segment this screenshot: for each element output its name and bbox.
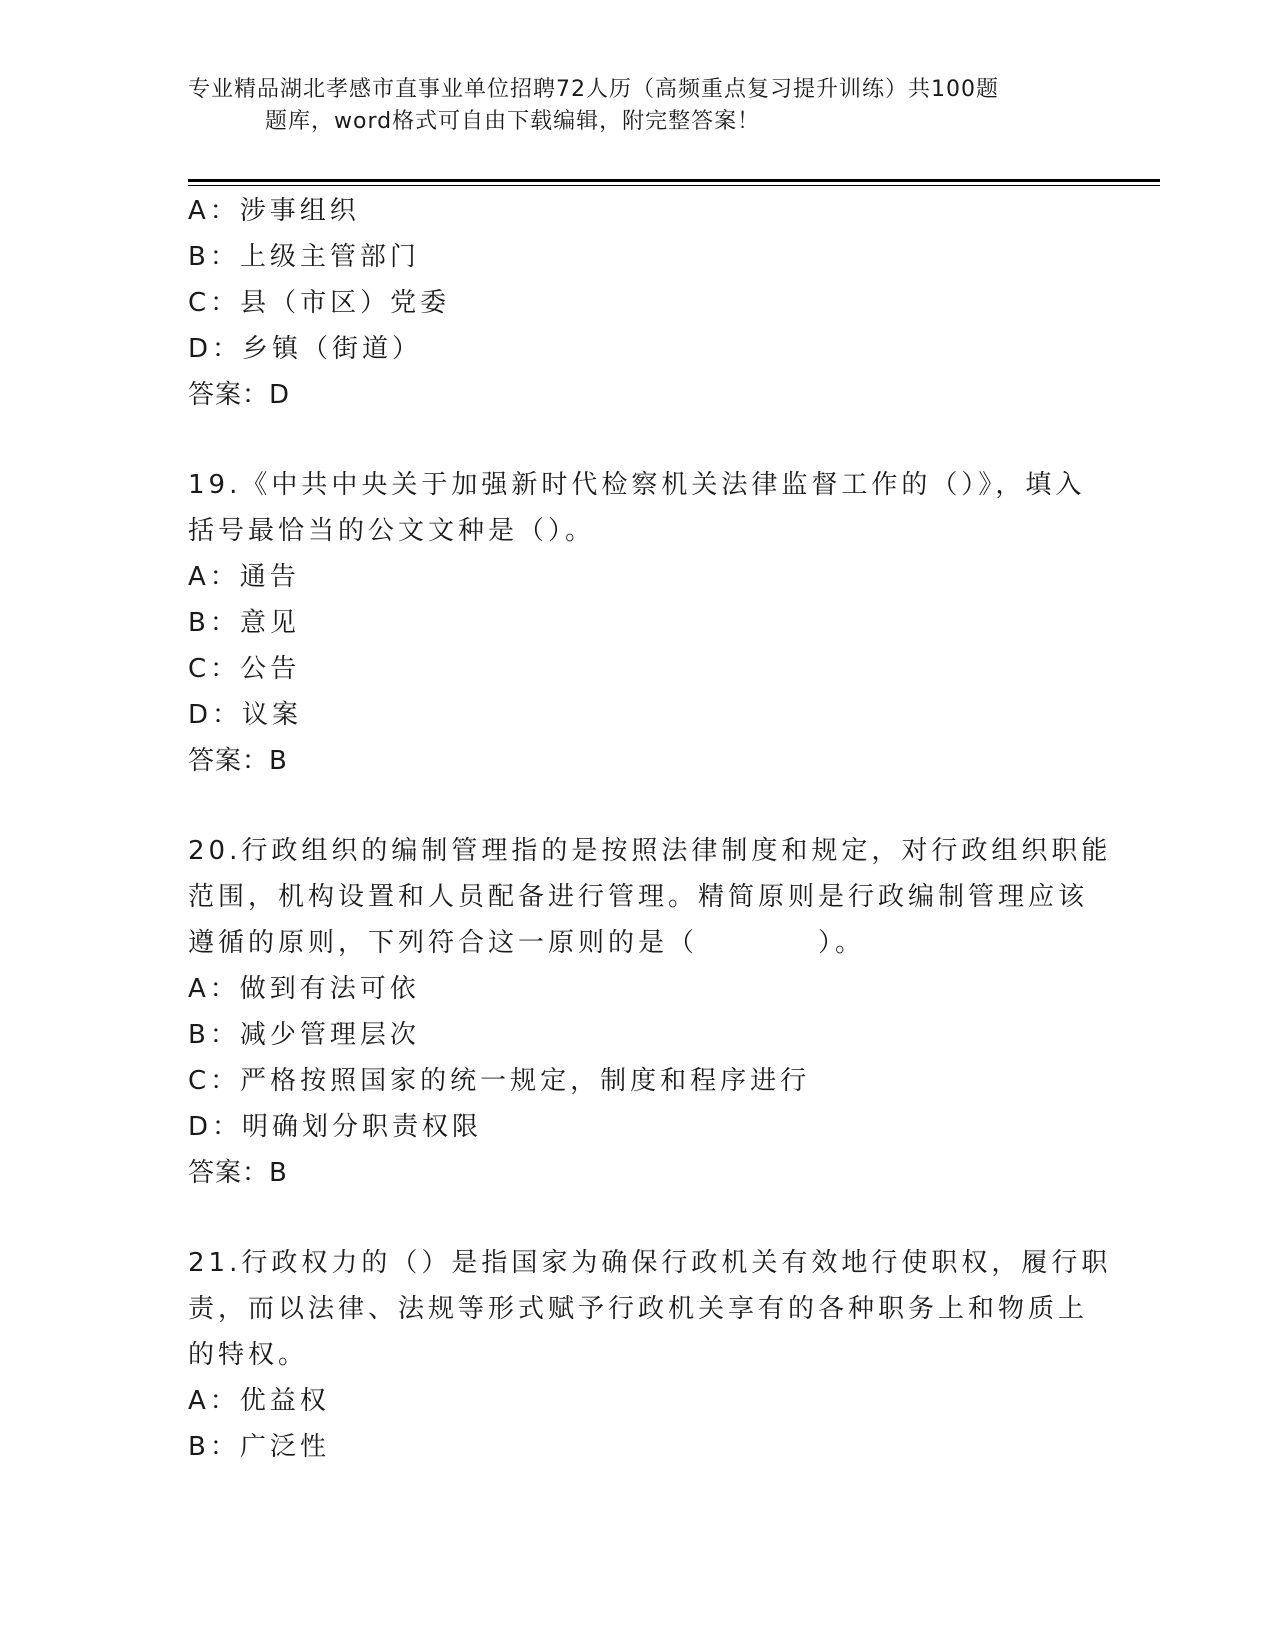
q21-stem-line2: 责，而以法律、法规等形式赋予行政机关享有的各种职务上和物质上: [188, 1294, 1089, 1324]
q18-option-a: A：涉事组织: [188, 196, 360, 226]
header-rule-thick: [188, 179, 1160, 182]
q19-option-b: B：意见: [188, 608, 300, 638]
q20-stem-line2: 范围，机构设置和人员配备进行管理。精简原则是行政编制管理应该: [188, 882, 1089, 912]
document-content: [188, 188, 1112, 1470]
q19-option-a: A：通告: [188, 562, 300, 592]
q19-answer: 答案：B: [188, 746, 288, 776]
q19-stem-line1: 19.《中共中央关于加强新时代检察机关法律监督工作的（）》，填入: [188, 470, 1086, 500]
q19-option-c: C：公告: [188, 654, 301, 684]
q18-option-d: D：乡镇（街道）: [188, 334, 423, 364]
q20-option-a: A：做到有法可依: [188, 974, 420, 1004]
q21-stem-line1: 21.行政权力的（）是指国家为确保行政机关有效地行使职权，履行职: [188, 1248, 1112, 1278]
q21-stem-line3: 的特权。: [188, 1340, 309, 1370]
q19-stem-line2: 括号最恰当的公文文种是（）。: [188, 516, 596, 546]
q20-option-d: D：明确划分职责权限: [188, 1112, 483, 1142]
q20-stem-line1: 20.行政组织的编制管理指的是按照法律制度和规定，对行政组织职能: [188, 836, 1112, 866]
q18-option-b: B：上级主管部门: [188, 242, 420, 272]
question-20-block: [188, 828, 1112, 1196]
q21-option-a: A：优益权: [188, 1386, 330, 1416]
q20-option-c: C：严格按照国家的统一规定，制度和程序进行: [188, 1066, 811, 1096]
question-18-block: [188, 188, 1088, 418]
q19-option-d: D：议案: [188, 700, 303, 730]
document-header: [160, 74, 1100, 138]
q20-option-b: B：减少管理层次: [188, 1020, 420, 1050]
header-rule-thin: [188, 185, 1160, 186]
q20-stem-line3: 遵循的原则，下列符合这一原则的是（ ）。: [188, 928, 866, 958]
q18-option-c: C：县（市区）党委: [188, 288, 451, 318]
q20-answer: 答案：B: [188, 1158, 288, 1188]
q21-option-b: B：广泛性: [188, 1432, 330, 1462]
question-19-block: [188, 462, 1088, 784]
q18-answer: 答案：D: [188, 380, 291, 410]
header-title-line1: 专业精品湖北孝感市直事业单位招聘72人历（高频重点复习提升训练）共100题: [188, 77, 999, 102]
header-title-line2: 题库，word格式可自由下载编辑，附完整答案！: [265, 109, 761, 134]
question-21-block: [188, 1240, 1112, 1470]
